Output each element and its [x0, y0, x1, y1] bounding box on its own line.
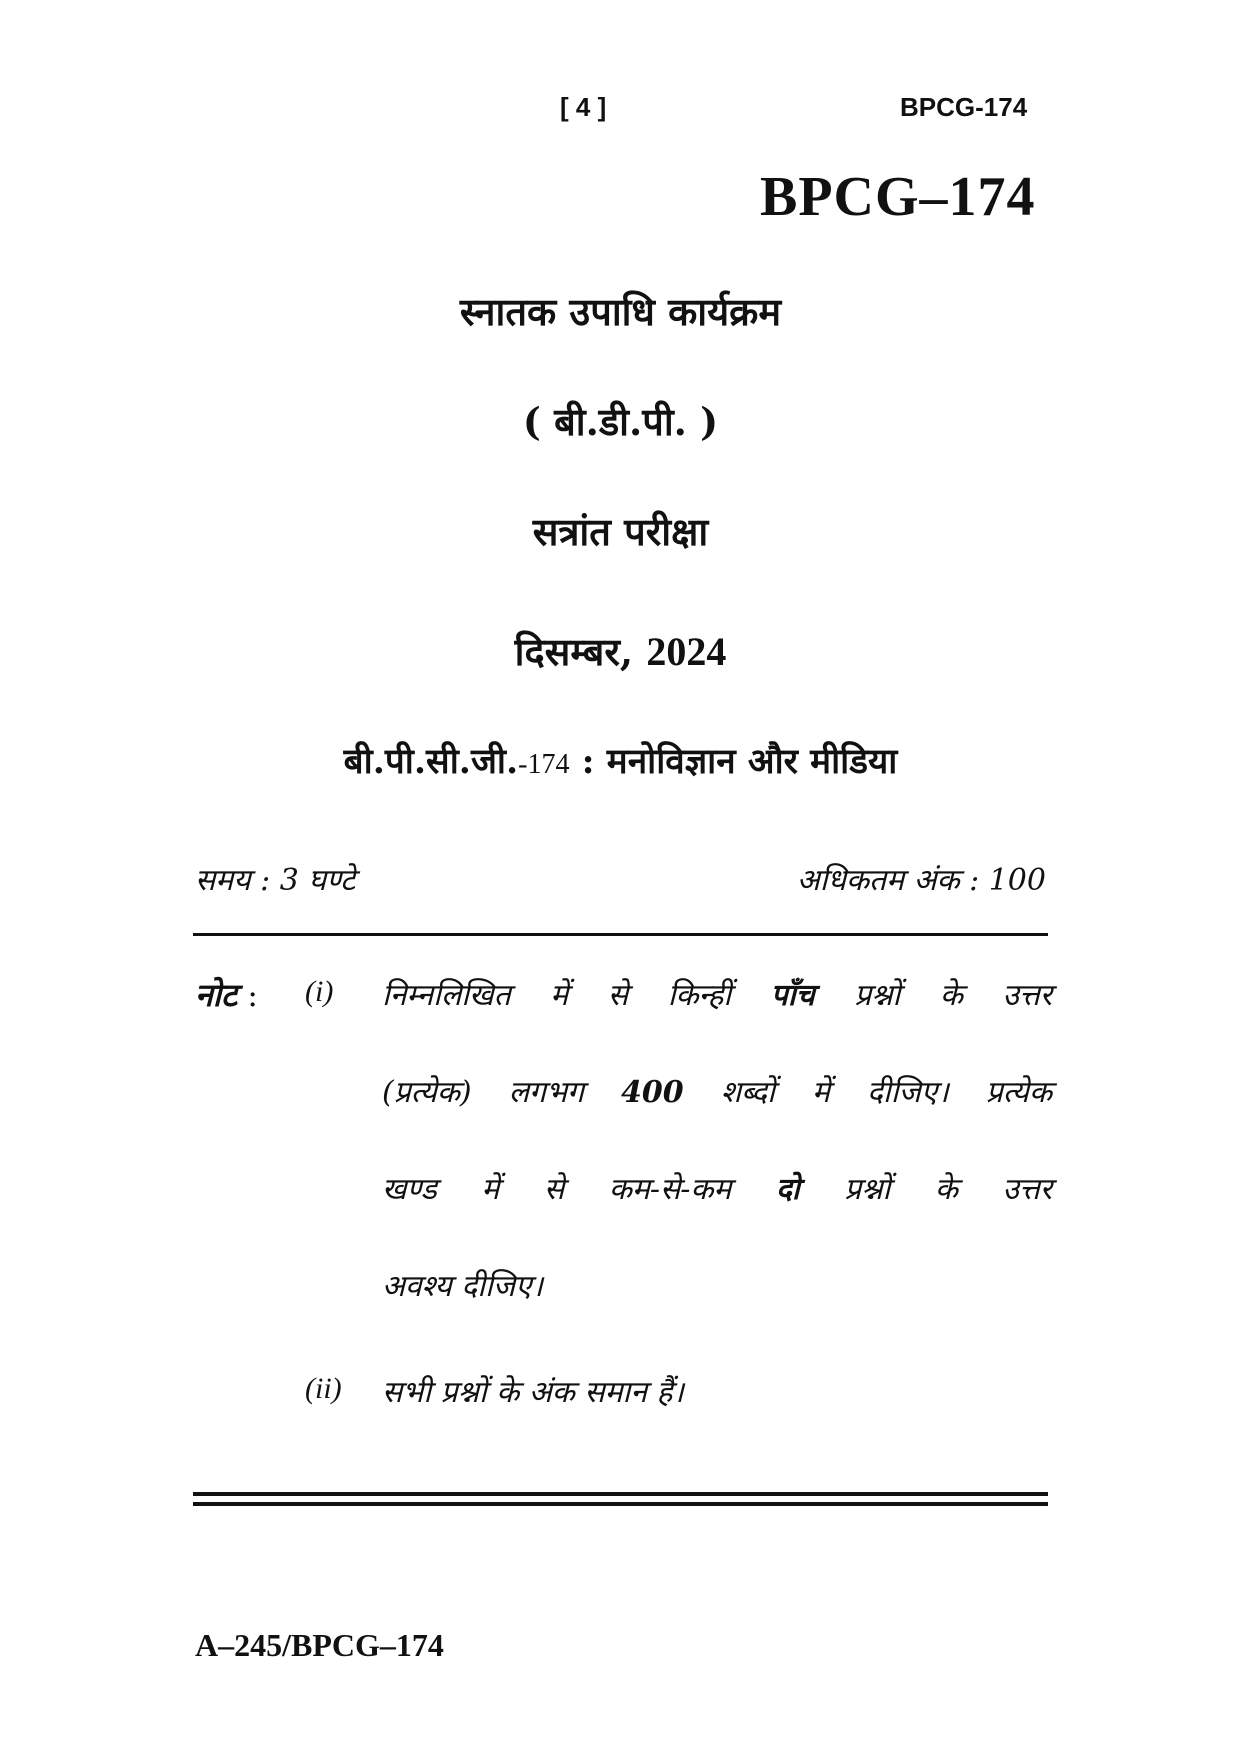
- note-label: [195, 973, 258, 1016]
- note-emphasis: 400: [621, 1075, 684, 1110]
- note-item-i-line-1: [382, 973, 1052, 1014]
- footer-code: A–245/BPCG–174: [195, 1627, 444, 1663]
- note-item-i-line-2: [382, 1070, 1052, 1111]
- note-colon: :: [247, 976, 258, 1014]
- note-item-i-marker: (i): [305, 975, 334, 1008]
- note-text: शब्दों में दीजिए। प्रत्येक: [720, 1075, 1052, 1110]
- main-course-code: BPCG–174: [760, 166, 1036, 228]
- exam-year: 2024: [646, 629, 727, 674]
- note-text: प्रश्नों के उत्तर: [844, 1172, 1052, 1207]
- double-divider-bottom: [193, 1502, 1048, 1506]
- exam-date: [0, 625, 1241, 677]
- course-code-hindi: बी.पी.सी.जी.: [343, 741, 519, 782]
- note-text: खण्ड में से कम-से-कम: [382, 1172, 732, 1207]
- exam-date-separator: ,: [619, 629, 647, 674]
- note-item-ii-text: सभी प्रश्नों के अंक समान हैं।: [382, 1375, 684, 1410]
- page-number: [ 4 ]: [560, 92, 607, 122]
- note-text: (प्रत्येक) लगभग: [382, 1075, 584, 1110]
- programme-abbreviation: ( बी.डी.पी. ): [522, 399, 719, 444]
- header-course-code: BPCG-174: [900, 92, 1028, 122]
- divider-line: [193, 933, 1048, 936]
- note-item-i-line-4: अवश्य दीजिए।: [382, 1269, 543, 1304]
- note-item-ii-marker: (ii): [305, 1372, 342, 1405]
- exam-month: दिसम्बर: [514, 629, 620, 674]
- time-allowed: समय : 3 घण्टे: [195, 863, 356, 898]
- double-divider-top: [193, 1492, 1048, 1496]
- note-text: प्रश्नों के उत्तर: [854, 978, 1052, 1013]
- course-code-number: -174: [518, 749, 570, 780]
- note-label-text: नोट: [195, 976, 238, 1014]
- note-text: निम्नलिखित में से किन्हीं: [382, 978, 732, 1013]
- note-emphasis: दो: [775, 1172, 800, 1207]
- exam-type: सत्रांत परीक्षा: [532, 509, 709, 554]
- course-name: मनोविज्ञान और मीडिया: [606, 741, 898, 782]
- note-item-i-line-3: [382, 1167, 1052, 1208]
- programme-title: स्नातक उपाधि कार्यक्रम: [459, 289, 782, 334]
- note-emphasis: पाँच: [770, 978, 815, 1013]
- maximum-marks: अधिकतम अंक : 100: [796, 863, 1046, 898]
- course-separator: :: [569, 741, 607, 782]
- course-title: [0, 737, 1241, 784]
